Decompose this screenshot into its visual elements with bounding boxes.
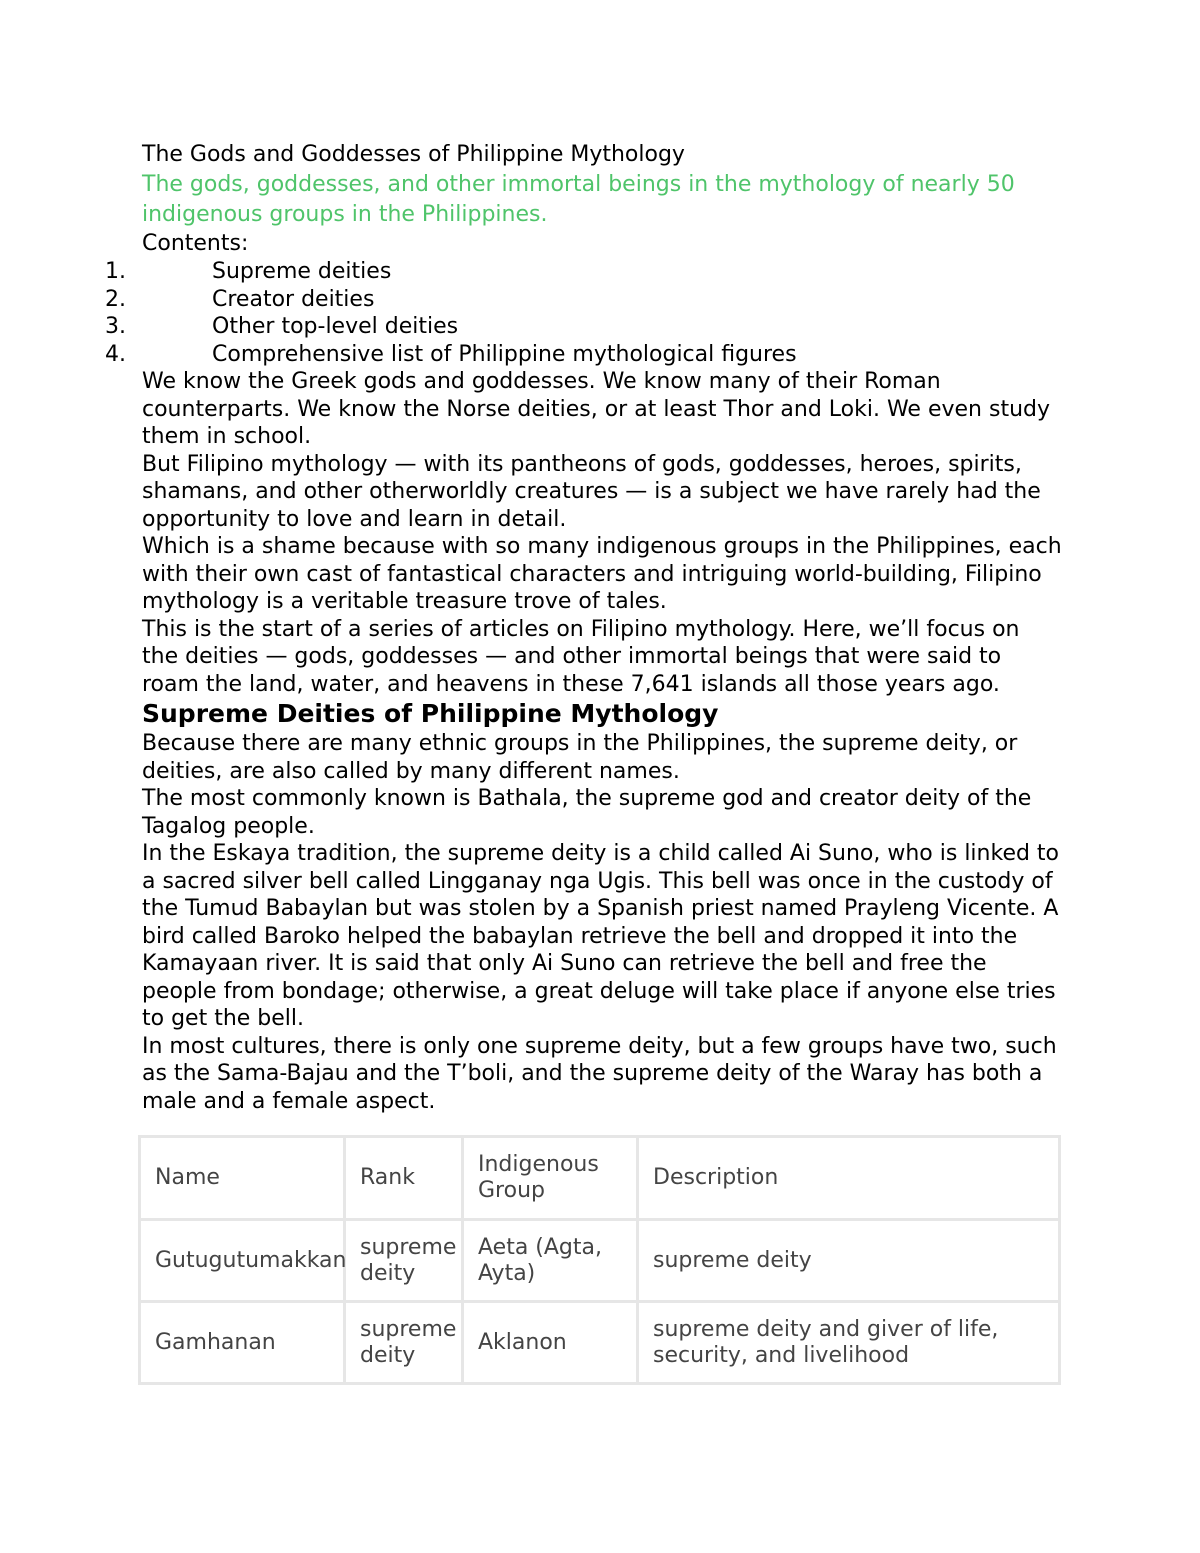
table-row [140, 1220, 1060, 1302]
cell-description: supreme deity [638, 1220, 1060, 1302]
contents-label: Contents: [142, 231, 249, 256]
intro-paragraph: Which is a shame because with so many indigenous groups in the Philippines, each with their own cast of fantastical characters and intriguing world-building, Filipino mythology is a veritable treasure trove of tales. [142, 534, 1062, 614]
deities-table [138, 1135, 1061, 1385]
document-page [105, 140, 1062, 1115]
table-header-row [140, 1137, 1060, 1220]
section-paragraph: Because there are many ethnic groups in the Philippines, the supreme deity, or deities, are also called by many different names. [142, 731, 1018, 784]
table-of-contents [105, 258, 1062, 368]
section-heading: Supreme Deities of Philippine Mythology [142, 699, 719, 728]
table-row [140, 1302, 1060, 1384]
toc-number: 1. [105, 259, 126, 284]
toc-label: Comprehensive list of Philippine mythological figures [212, 341, 797, 367]
cell-description: supreme deity and giver of life, security, and livelihood [638, 1302, 1060, 1384]
cell-indigenous-group: Aklanon [463, 1302, 638, 1384]
cell-name: Gutugutumakkan [140, 1220, 345, 1302]
toc-item-creator-deities[interactable] [105, 286, 1062, 314]
section-paragraph: In the Eskaya tradition, the supreme deity is a child called Ai Suno, who is linked to a sacred silver bell called Lingganay nga Ugis. This bell was once in the custody of the Tumud Babaylan but was stolen by a Spanish priest named Prayleng Vicente. A bird called Baroko helped the babaylan retrieve the bell and dropped it into the Kamayaan river. It is said that only Ai Suno can retrieve the bell and free the people from bondage; otherwise, a great deluge will take place if anyone else tries to get the bell. [142, 841, 1060, 1031]
section-paragraph: In most cultures, there is only one supreme deity, but a few groups have two, such as the Sama-Bajau and the T’boli, and the supreme deity of the Waray has both a male and a female aspect. [142, 1033, 1057, 1114]
toc-item-supreme-deities[interactable] [105, 258, 1062, 286]
cell-rank: supreme deity [345, 1302, 463, 1384]
intro-paragraph: But Filipino mythology — with its pantheons of gods, goddesses, heroes, spirits, shamans, and other otherworldly creatures — is a subject we have rarely had the opportunity to love and learn in detail. [142, 451, 1041, 532]
cell-indigenous-group: Aeta (Agta, Ayta) [463, 1220, 638, 1302]
toc-number: 2. [105, 286, 126, 312]
toc-label: Other top-level deities [212, 314, 459, 339]
toc-item-comprehensive-list[interactable] [105, 341, 1062, 369]
toc-number: 4. [105, 341, 126, 367]
toc-item-other-top-level-deities[interactable] [105, 313, 1062, 341]
intro-paragraph: This is the start of a series of articles on Filipino mythology. Here, we’ll focus on the deities — gods, goddesses — and other immortal beings that were said to roam the land, water, and heavens in these 7,641 islands all those years ago. [142, 616, 1020, 697]
header-cell-rank: Rank [345, 1137, 463, 1220]
toc-number: 3. [105, 314, 126, 339]
header-cell-name: Name [140, 1137, 345, 1220]
toc-label: Supreme deities [212, 259, 392, 284]
toc-label: Creator deities [212, 286, 375, 312]
cell-name: Gamhanan [140, 1302, 345, 1384]
section-paragraph: The most commonly known is Bathala, the supreme god and creator deity of the Tagalog people. [142, 786, 1032, 839]
header-cell-description: Description [638, 1137, 1060, 1220]
header-cell-indigenous-group: Indigenous Group [463, 1137, 638, 1220]
intro-paragraph: We know the Greek gods and goddesses. We know many of their Roman counterparts. We know the Norse deities, or at least Thor and Loki. We even study them in school. [142, 369, 1050, 449]
cell-rank: supreme deity [345, 1220, 463, 1302]
document-subtitle: The gods, goddesses, and other immortal beings in the mythology of nearly 50 indigenous groups in the Philippines. [142, 172, 1015, 227]
document-title: The Gods and Goddesses of Philippine Mythology [142, 142, 685, 167]
